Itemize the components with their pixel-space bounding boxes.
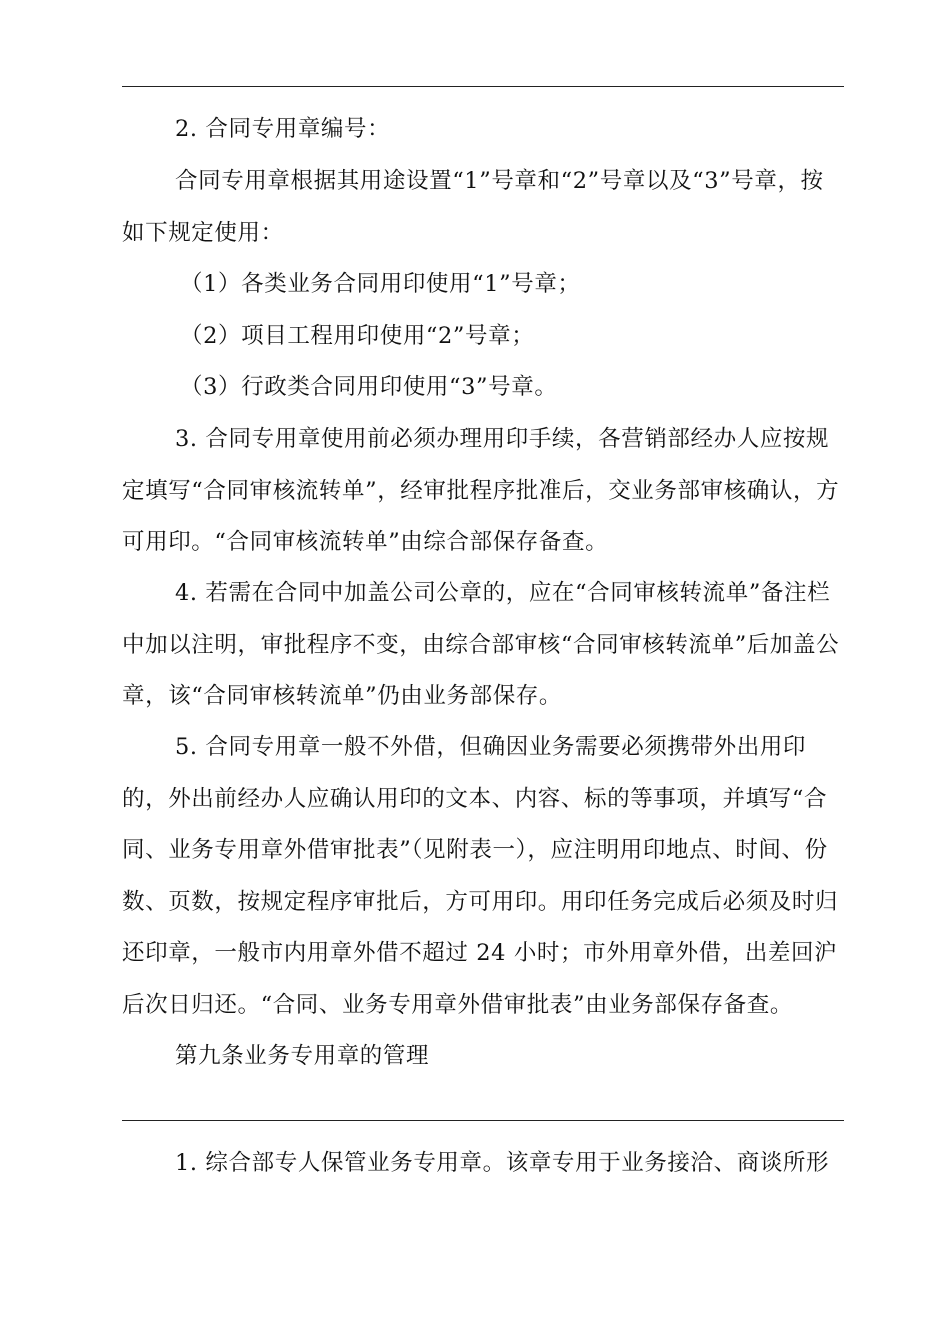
paragraph-contract-seal-numbering: 2. 合同专用章编号： xyxy=(175,116,391,142)
list-item-seal-2: （2）项目工程用印使用“2”号章； xyxy=(180,323,535,349)
list-item-seal-3: （3）行政类合同用印使用“3”号章。 xyxy=(180,374,558,400)
header-rule xyxy=(122,86,844,87)
section-heading-article-9: 第九条业务专用章的管理 xyxy=(175,1043,430,1069)
page-break-rule xyxy=(122,1120,844,1121)
paragraph-seal-lending: 5. 合同专用章一般不外借，但确因业务需要必须携带外出用印的，外出前经办人应确认用印的文本、内容、标的等事项，并填写“合同、业务专用章外借审批表”（见附表一），应注明用印地点、时间、份数、页数，按规定程序审批后，方可用印。用印任务完成后必须及时归还印章，一般市内用章外借不超过 24 小时；市外用章外借，出差回沪后次日归还。“合同、业务专用章外借审批表”由业务部保存备查。 xyxy=(122,734,839,1018)
paragraph-seal-setup: 合同专用章根据其用途设置“1”号章和“2”号章以及“3”号章，按如下规定使用： xyxy=(122,168,824,246)
paragraph-business-seal-custody: 1. 综合部专人保管业务专用章。该章专用于业务接洽、商谈所形 xyxy=(175,1150,830,1176)
list-item-seal-1: （1）各类业务合同用印使用“1”号章； xyxy=(180,271,581,297)
paragraph-company-seal: 4. 若需在合同中加盖公司公章的，应在“合同审核转流单”备注栏中加以注明，审批程序不变，由综合部审核“合同审核转流单”后加盖公章，该“合同审核转流单”仍由业务部保存。 xyxy=(122,580,840,709)
paragraph-usage-procedure: 3. 合同专用章使用前必须办理用印手续，各营销部经办人应按规定填写“合同审核流转单”，经审批程序批准后，交业务部审核确认，方可用印。“合同审核流转单”由综合部保存备查。 xyxy=(122,426,840,555)
